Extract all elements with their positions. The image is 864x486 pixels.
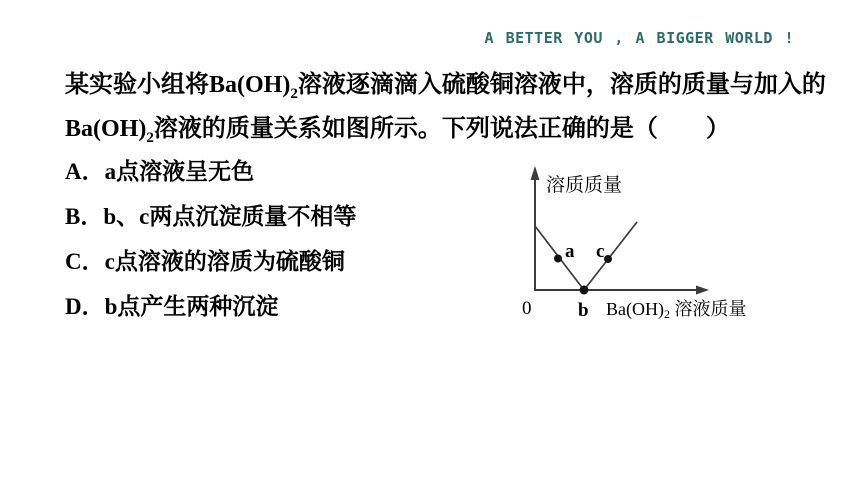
- x-axis-formula-subscript: 2: [663, 307, 670, 321]
- point-c-dot: [604, 255, 612, 263]
- option-c-label: C．: [65, 249, 105, 274]
- option-b-label: B．: [65, 204, 104, 229]
- point-a-dot: [554, 255, 562, 263]
- option-b-text: b、c两点沉淀质量不相等: [103, 204, 357, 229]
- formula-subscript: 2: [290, 85, 298, 102]
- option-d-text: b点产生两种沉淀: [104, 294, 279, 319]
- point-b-dot: [580, 286, 589, 295]
- point-b-label: b: [578, 300, 589, 321]
- x-axis-label-rest: 溶液质量: [669, 299, 747, 319]
- option-d-label: D．: [65, 294, 105, 319]
- option-c-text: c点溶液的溶质为硫酸铜: [104, 249, 345, 274]
- option-d: [65, 288, 278, 321]
- option-a-text: a点溶液呈无色: [104, 159, 255, 184]
- point-c-label: c: [596, 241, 605, 262]
- chemical-formula: Ba(OH): [209, 72, 291, 98]
- y-axis-label: 溶质质量: [546, 175, 623, 196]
- question-line-2: [65, 108, 730, 146]
- formula-subscript: 2: [146, 129, 154, 146]
- origin-label: 0: [522, 298, 532, 319]
- question-line-1: [65, 64, 826, 102]
- solute-mass-curve: [535, 222, 637, 290]
- chemical-formula: Ba(OH): [65, 116, 147, 142]
- question-line1-pre: 某实验小组将: [65, 72, 209, 98]
- solute-mass-chart: [505, 160, 755, 330]
- y-axis-arrow-icon: [531, 166, 540, 180]
- option-a: [65, 153, 254, 186]
- x-axis-formula: Ba(OH): [606, 299, 664, 319]
- option-a-label: A．: [65, 159, 105, 184]
- slogan-text: A BETTER YOU , A BIGGER WORLD !: [484, 29, 794, 47]
- question-line2-post: 溶液的质量关系如图所示。下列说法正确的是（ ）: [153, 116, 730, 142]
- x-axis-label: [606, 299, 746, 321]
- option-c: [65, 243, 345, 276]
- x-axis-arrow-icon: [696, 286, 709, 295]
- question-line1-post: 溶液逐滴滴入硫酸铜溶液中，溶质的质量与加入的: [297, 72, 826, 98]
- option-b: [65, 198, 356, 231]
- point-a-label: a: [565, 241, 575, 262]
